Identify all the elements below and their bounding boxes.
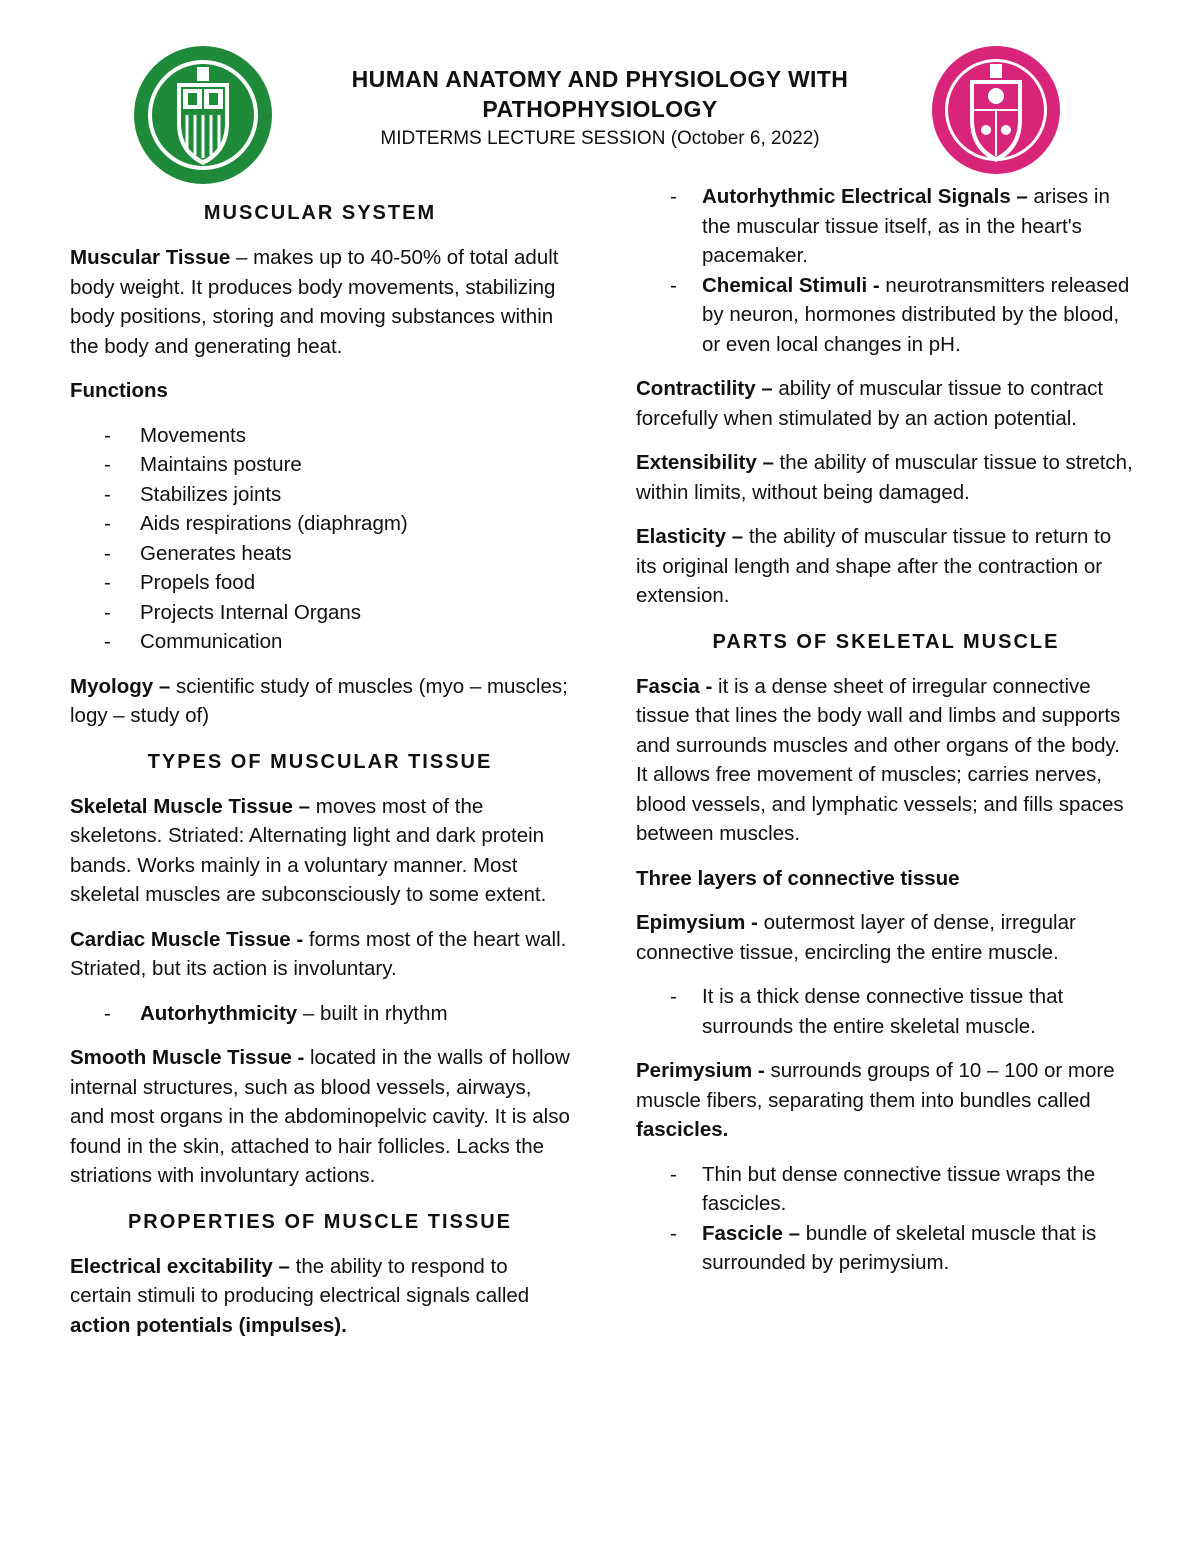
list-item [632,271,1136,360]
definition: moves most of the skeletons. Striated: Alternating light and dark protein bands. Works mainly in a voluntary manner. Most skeletal muscles are subconsciously to some extent. [70,794,547,906]
fascia-paragraph [636,672,1136,849]
definition: neurotransmitters released by neuron, hormones distributed by the blood, or even local changes in pH. [702,273,1130,356]
perimysium-paragraph [636,1056,1136,1145]
definition: the ability of muscular tissue to stretch, within limits, without being damaged. [636,451,1133,504]
emphasis: fascicles. [636,1118,729,1141]
muscular-tissue-paragraph [70,243,570,361]
list-item: - Projects Internal Organs [70,598,570,628]
term: Fascia - [636,674,713,698]
term: Muscular Tissue [70,246,231,269]
definition: forms most of the heart wall. Striated, but its action is involuntary. [70,927,567,980]
term: Smooth Muscle Tissue - [70,1046,305,1069]
term: Autorhythmic Electrical Signals – [702,185,1028,208]
list-item: - Stabilizes joints [70,480,570,510]
definition: surrounds groups of 10 – 100 or more muscle fibers, separating them into bundles called [636,1059,1115,1112]
extensibility-paragraph [636,448,1136,507]
term: Autorhythmicity [140,1001,298,1025]
types-heading: TYPES OF MUSCULAR TISSUE [147,750,493,773]
functions-list [70,421,570,657]
list-item: - Maintains posture [70,450,570,480]
definition: located in the walls of hollow internal structures, such as blood vessels, airways, and most organs in the abdominopelvic cavity. It is also found in the skin, attached to hair follicles. Lacks the striations with involuntary actions. [70,1046,570,1187]
smooth-paragraph [70,1043,570,1191]
definition: – built in rhythm [297,1001,448,1025]
cardiac-paragraph [70,925,570,984]
definition: the ability to respond to certain stimuli to producing electrical signals called [70,1254,530,1307]
definition: bundle of skeletal muscle that is surrounded by perimysium. [702,1221,1097,1274]
definition: arises in the muscular tissue itself, as in the heart's pacemaker. [702,185,1110,267]
term: Epimysium - [636,911,758,934]
term: Cardiac Muscle Tissue - [70,927,304,951]
definition: the ability of muscular tissue to return to its original length and shape after the contraction or extension. [636,525,1112,607]
list-item: - Thin but dense connective tissue wraps the fascicles. [632,1160,1136,1219]
cardiac-subpoints [70,999,570,1029]
list-item [70,999,570,1029]
definition: ability of muscular tissue to contract forcefully when stimulated by an action potential. [636,377,1104,430]
parts-heading: PARTS OF SKELETAL MUSCLE [712,630,1060,653]
list-item: - It is a thick dense connective tissue that surrounds the entire skeletal muscle. [632,982,1136,1041]
stimuli-list [632,182,1136,359]
term: Skeletal Muscle Tissue – [70,794,311,818]
definition: – makes up to 40-50% of total adult body weight. It produces body movements, stabilizing body positions, storing and moving substances within the body and generating heat. [70,246,559,358]
skeletal-paragraph [70,792,570,910]
properties-heading: PROPERTIES OF MUSCLE TISSUE [127,1210,513,1233]
excitability-paragraph [70,1252,570,1341]
term: Electrical excitability – [70,1254,290,1278]
definition: it is a dense sheet of irregular connective tissue that lines the body wall and limbs and supports and surrounds muscles and other organs of the body. It allows free movement of muscles; carries nerves, blood vessels, and lymphatic vessels; and fills spaces between muscles. [636,674,1124,845]
term: Contractility – [636,377,773,400]
emphasis: action potentials (impulses). [70,1313,347,1337]
left-column [70,182,570,1340]
epimysium-paragraph [636,908,1136,967]
muscular-system-heading: MUSCULAR SYSTEM [203,202,437,224]
magenta-university-seal-icon [930,40,1062,188]
right-column [636,182,1136,1278]
list-item: - Communication [70,627,570,657]
myology-paragraph [70,672,570,731]
list-item: - Aids respirations (diaphragm) [70,509,570,539]
epimysium-subpoints [632,982,1136,1041]
term: Elasticity – [636,525,744,548]
term: Extensibility – [636,451,774,474]
functions-heading: Functions [70,379,168,402]
document-subtitle: MIDTERMS LECTURE SESSION (October 6, 2022) [380,128,820,149]
term: Chemical Stimuli - [702,273,880,297]
perimysium-subpoints [632,1160,1136,1278]
list-item: - Movements [70,421,570,451]
list-item: - Generates heats [70,539,570,569]
elasticity-paragraph [636,522,1136,611]
three-layers-heading: Three layers of connective tissue [636,866,960,890]
green-university-seal-icon [133,45,273,185]
list-item [632,1219,1136,1278]
list-item [632,182,1136,271]
term: Myology – [70,674,171,698]
document-title: HUMAN ANATOMY AND PHYSIOLOGY WITH PATHOPHYSIOLOGY [351,66,849,122]
definition: outermost layer of dense, irregular connective tissue, encircling the entire muscle. [636,911,1076,964]
contractility-paragraph [636,374,1136,433]
list-item: - Propels food [70,568,570,598]
definition: scientific study of muscles (myo – muscles; logy – study of) [70,674,568,727]
term: Fascicle – [702,1221,801,1245]
term: Perimysium - [636,1059,765,1082]
